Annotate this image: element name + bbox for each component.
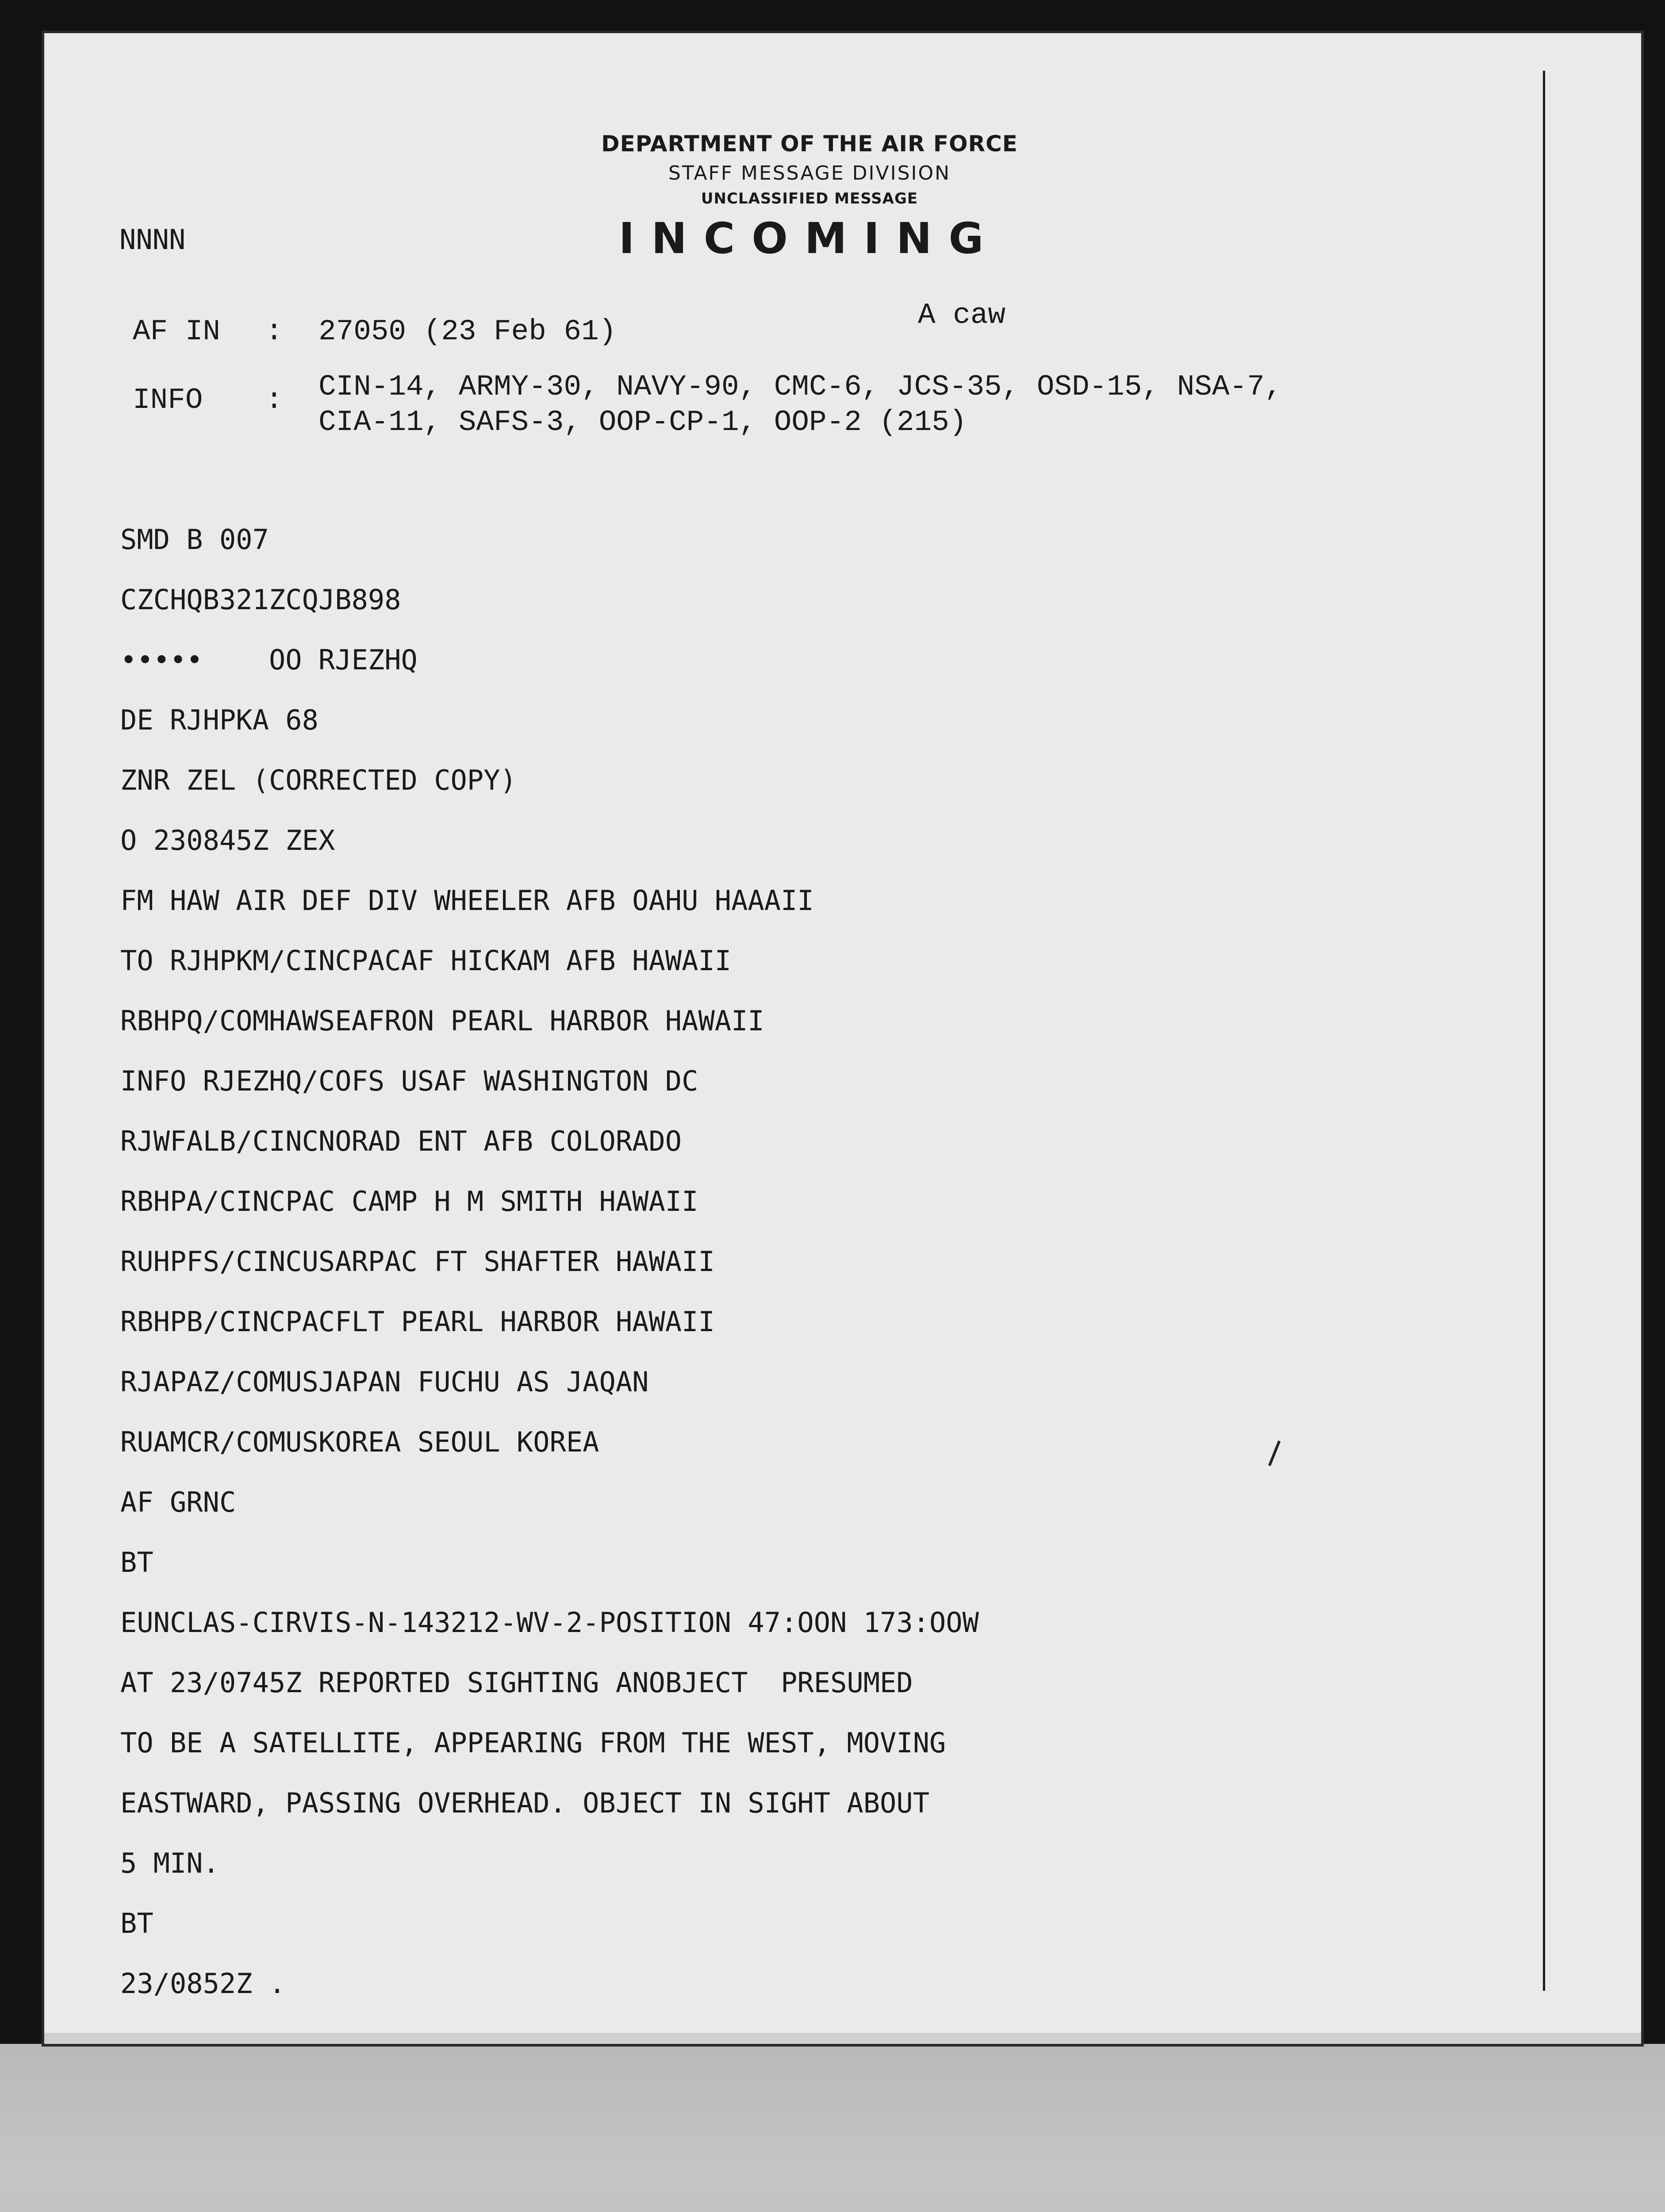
info-row [133,370,1460,439]
message-line: FM HAW AIR DEF DIV WHEELER AFB OAHU HAAAII [120,884,814,917]
af-in-row [133,314,1460,354]
page-bottom-edge [44,2033,1641,2044]
af-in-value: 27050 (23 Feb 61) [318,315,617,348]
classification-label: UNCLASSIFIED MESSAGE [701,190,918,207]
message-line: ••••• OO RJEZHQ [120,644,418,676]
message-line: O 230845Z ZEX [120,824,335,856]
message-header [566,128,1053,263]
message-line: 5 MIN. [120,1847,219,1879]
message-line: RBHPA/CINCPAC CAMP H M SMITH HAWAII [120,1185,698,1217]
message-line: TO RJHPKM/CINCPACAF HICKAM AFB HAWAII [120,945,732,977]
message-line: AF GRNC [120,1486,236,1518]
af-in-colon: : [265,315,283,348]
message-line: BT [120,1546,153,1578]
message-line: CZCHQB321ZCQJB898 [120,584,401,616]
message-line: DE RJHPKA 68 [120,704,318,736]
info-label: INFO [133,384,203,417]
handwritten-note: A caw [918,299,1006,332]
message-line: EASTWARD, PASSING OVERHEAD. OBJECT IN SIGHT ABOUT [120,1787,930,1819]
division-title: STAFF MESSAGE DIVISION [668,162,951,184]
af-in-label: AF IN [133,315,221,348]
message-line: EUNCLAS-CIRVIS-N-143212-WV-2-POSITION 47:OON 173:OOW [120,1606,979,1639]
page-right-rule [1543,71,1545,1991]
message-line: SMD B 007 [120,523,269,556]
message-line: RJWFALB/CINCNORAD ENT AFB COLORADO [120,1125,682,1157]
message-line: 23/0852Z . [120,1967,286,2000]
message-line: TO BE A SATELLITE, APPEARING FROM THE WEST, MOVING [120,1727,946,1759]
message-line: ZNR ZEL (CORRECTED COPY) [120,764,517,796]
message-line: INFO RJEZHQ/COFS USAF WASHINGTON DC [120,1065,698,1097]
info-distribution-line-2: CIA-11, SAFS-3, OOP-CP-1, OOP-2 (215) [318,406,967,439]
nnnn-marker: NNNN [119,223,186,256]
message-line: RUHPFS/CINCUSARPAC FT SHAFTER HAWAII [120,1245,715,1278]
message-line: RUAMCR/COMUSKOREA SEOUL KOREA [120,1426,599,1458]
message-line: RBHPB/CINCPACFLT PEARL HARBOR HAWAII [120,1306,715,1338]
message-body [120,522,1536,2026]
message-line: RJAPAZ/COMUSJAPAN FUCHU AS JAQAN [120,1366,649,1398]
incoming-title: INCOMING [618,214,1001,263]
message-line: RBHPQ/COMHAWSEAFRON PEARL HARBOR HAWAII [120,1005,764,1037]
info-colon: : [265,384,283,417]
info-distribution-line-1: CIN-14, ARMY-30, NAVY-90, CMC-6, JCS-35, OSD-15, NSA-7, [318,370,1282,403]
message-line: AT 23/0745Z REPORTED SIGHTING ANOBJECT PRESUMED [120,1667,913,1699]
message-line: BT [120,1907,153,1939]
scanner-bed [0,2044,1665,2212]
department-title: DEPARTMENT OF THE AIR FORCE [601,131,1018,157]
